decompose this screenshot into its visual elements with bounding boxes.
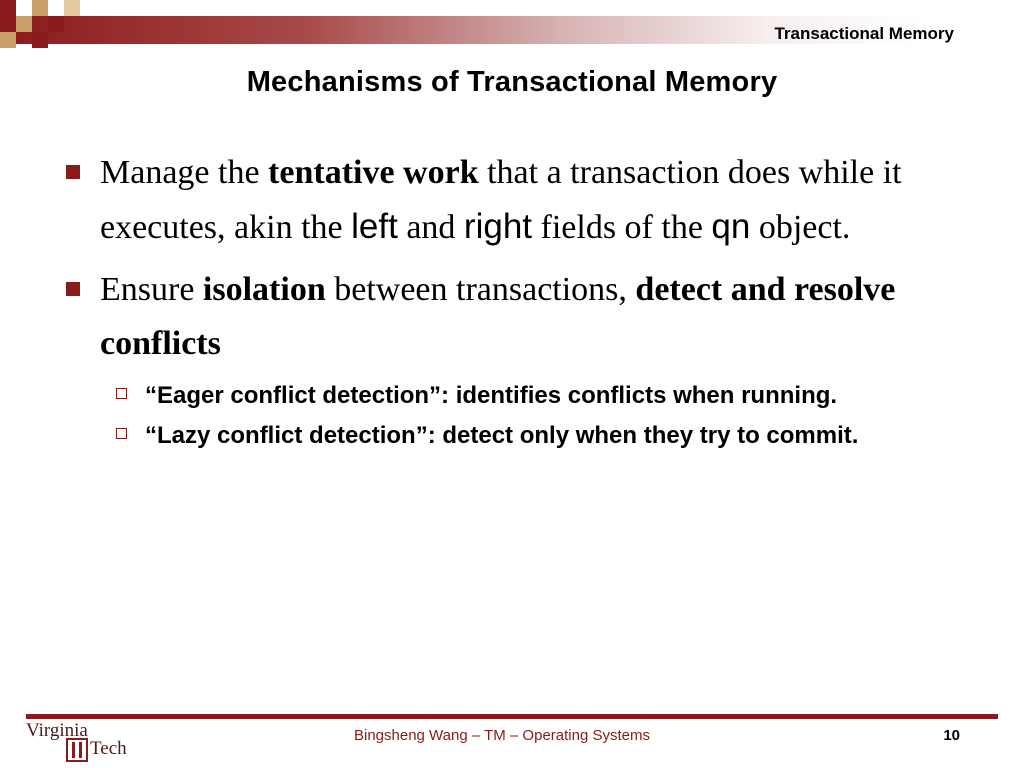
bullet-item bbox=[62, 263, 982, 371]
slide-title: Mechanisms of Transactional Memory bbox=[246, 66, 778, 98]
sub-bullet-item bbox=[114, 419, 982, 453]
bullet-text: that a transaction does while it executes, akin the bbox=[100, 154, 902, 246]
banner-square bbox=[0, 0, 16, 16]
bullet-text: and bbox=[397, 209, 464, 246]
bullet-text: fields of the bbox=[532, 209, 712, 246]
header-title: Transactional Memory bbox=[774, 24, 954, 43]
footer-text bbox=[0, 727, 1024, 744]
banner-square bbox=[64, 0, 80, 16]
footer-label: Bingsheng Wang – TM – Operating Systems bbox=[354, 727, 650, 744]
slide-content bbox=[62, 146, 982, 453]
bullet-text: between transactions, bbox=[325, 271, 636, 308]
bullet-emphasis: isolation bbox=[202, 271, 326, 308]
bullet-emphasis: tentative work bbox=[268, 154, 479, 191]
bullet-text: Manage the bbox=[100, 154, 269, 191]
footer-divider bbox=[26, 714, 998, 719]
page-number: 10 bbox=[943, 727, 960, 744]
logo-text-top: Virginia bbox=[26, 720, 88, 741]
code-term: qn bbox=[711, 207, 751, 246]
banner-square bbox=[0, 32, 16, 48]
hollow-square-bullet-icon bbox=[116, 388, 127, 399]
code-term: right bbox=[463, 207, 533, 246]
banner-square bbox=[48, 16, 64, 32]
bullet-text: Ensure bbox=[100, 271, 203, 308]
bullet-item bbox=[62, 146, 982, 255]
sub-bullet-text: “Lazy conflict detection”: detect only when they try to commit. bbox=[145, 422, 859, 449]
banner-square bbox=[32, 32, 48, 48]
sub-bullet-item bbox=[114, 379, 982, 413]
bullet-text: object. bbox=[750, 209, 851, 246]
square-bullet-icon bbox=[66, 282, 80, 296]
top-banner bbox=[0, 0, 1024, 48]
bullet-emphasis: detect and resolve conflicts bbox=[100, 271, 896, 362]
square-bullet-icon bbox=[66, 165, 80, 179]
banner-square bbox=[16, 16, 32, 32]
sub-bullet-text: “Eager conflict detection”: identifies conflicts when running. bbox=[145, 382, 838, 409]
banner-square bbox=[32, 0, 48, 16]
logo-text-bottom: Tech bbox=[90, 738, 127, 759]
code-term: left bbox=[351, 207, 398, 246]
hollow-square-bullet-icon bbox=[116, 428, 127, 439]
